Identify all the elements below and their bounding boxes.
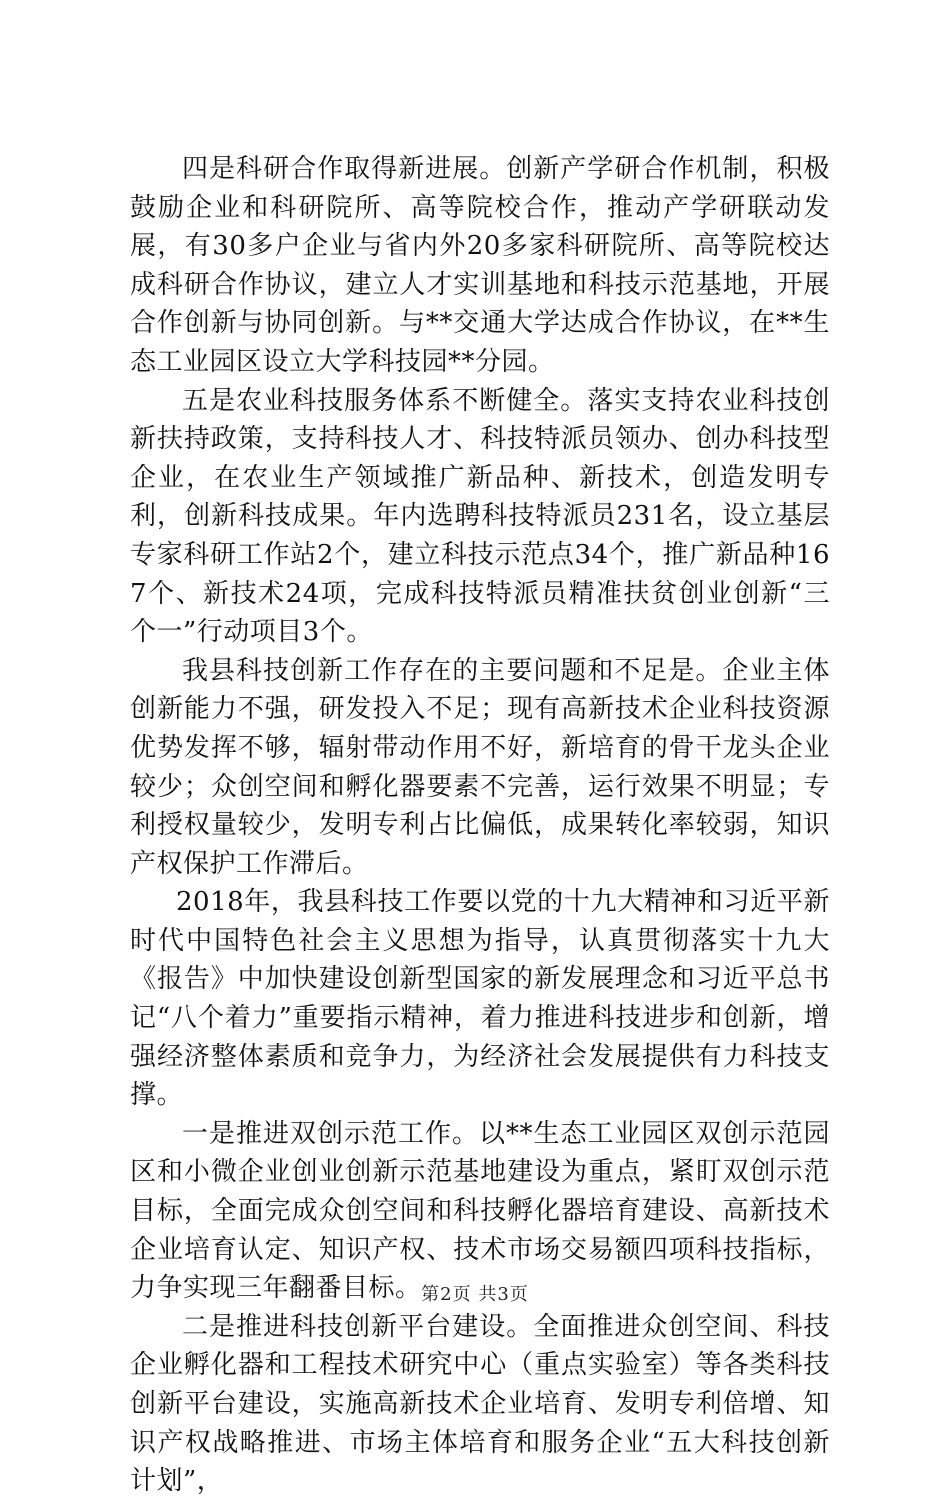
paragraph-research-cooperation: 四是科研合作取得新进展。创新产学研合作机制，积极鼓励企业和科研院所、高等院校合作，推动产学研联动发展，有30多户企业与省内外20多家科研院所、高等院校达成科研合作协议，建立人才实训基地和科技示范基地，开展合作创新与协同创新。与**交通大学达成合作协议，在**生态工业园区设立大学科技园**分园。: [130, 154, 830, 377]
page-footer: 第2页 共3页: [421, 1284, 529, 1305]
paragraph-agri-tech-service: 五是农业科技服务体系不断健全。落实支持农业科技创新扶持政策，支持科技人才、科技特派员领办、创办科技型企业，在农业生产领域推广新品种、新技术，创造发明专利，创新科技成果。年内选聘科技特派员231名，设立基层专家科研工作站2个，建立科技示范点34个，推广新品种167个、新技术24项，完成科技特派员精准扶贫创业创新“三个一”行动项目3个。: [130, 385, 830, 648]
paragraph-dual-innovation: 一是推进双创示范工作。以**生态工业园区双创示范园区和小微企业创业创新示范基地建设为重点，紧盯双创示范目标，全面完成众创空间和科技孵化器培育建设、高新技术企业培育认定、知识产权、技术市场交易额四项科技指标，力争实现三年翻番目标。: [130, 1118, 830, 1304]
paragraph-problems: 我县科技创新工作存在的主要问题和不足是。企业主体创新能力不强，研发投入不足；现有高新技术企业科技资源优势发挥不够，辐射带动作用不好，新培育的骨干龙头企业较少；众创空间和孵化器要素不完善，运行效果不明显；专利授权量较少，发明专利占比偏低，成果转化率较弱，知识产权保护工作滞后。: [130, 655, 830, 879]
paragraph-2018-plan: 2018年，我县科技工作要以党的十九大精神和习近平新时代中国特色社会主义思想为指导，认真贯彻落实十九大《报告》中加快建设创新型国家的新发展理念和习近平总书记“八个着力”重要指示精神，着力推进科技进步和创新，增强经济整体素质和竞争力，为经济社会发展提供有力科技支撑。: [130, 887, 830, 1111]
paragraph-innovation-platform: 二是推进科技创新平台建设。全面推进众创空间、科技企业孵化器和工程技术研究中心（重点实验室）等各类科技创新平台建设，实施高新技术企业培育、发明专利倍增、知识产权战略推进、市场主体培育和服务企业“五大科技创新计划”，: [130, 1311, 830, 1497]
